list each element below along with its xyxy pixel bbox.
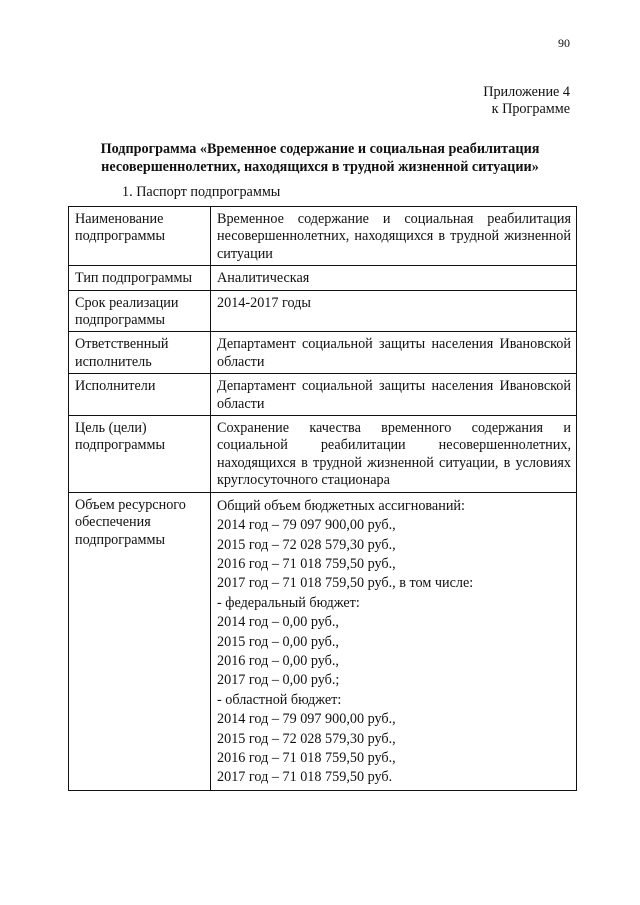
table-row [69,332,577,374]
funding-line: - областной бюджет: [217,691,342,708]
funding-line: 2014 год – 79 097 900,00 руб., [217,711,396,728]
table-row [69,374,577,416]
funding-line: 2017 год – 71 018 759,50 руб., в том числе: [217,575,474,592]
appendix-reference [483,84,570,118]
funding-line: 2017 год – 71 018 759,50 руб. [217,769,393,786]
row-value-type: Аналитическая [211,266,577,290]
funding-line: 2016 год – 71 018 759,50 руб., [217,555,396,572]
table-row [69,416,577,493]
funding-line: 2015 год – 72 028 579,30 руб., [217,730,396,747]
funding-line: 2015 год – 0,00 руб., [217,633,339,650]
page-number: 90 [558,36,570,50]
appendix-line-1: Приложение 4 [483,84,570,100]
funding-line: 2017 год – 0,00 руб.; [217,672,340,689]
appendix-line-2: к Программе [491,101,570,117]
funding-line: 2016 год – 0,00 руб., [217,652,339,669]
row-label-goal: Цель (цели) подпрограммы [69,416,211,493]
row-value-executors: Департамент социальной защиты населения Ивановской области [211,374,577,416]
funding-line: 2015 год – 72 028 579,30 руб., [217,536,396,553]
row-label-responsible: Ответственный исполнитель [69,332,211,374]
subprogram-title: Подпрограмма «Временное содержание и социальная реабилитация несовершеннолетних, находящихся в трудной жизненной ситуации» [100,141,540,175]
row-value-name: Временное содержание и социальная реабилитация несовершеннолетних, находящихся в трудной жизненной ситуации [211,207,577,266]
funding-line: 2014 год – 79 097 900,00 руб., [217,517,396,534]
row-label-type: Тип подпрограммы [69,266,211,290]
section-heading: 1. Паспорт подпрограммы [122,184,281,200]
table-row [69,492,577,790]
row-label-funding: Объем ресурсного обеспечения подпрограммы [69,492,211,790]
table-row [69,290,577,332]
funding-line: Общий объем бюджетных ассигнований: [217,497,465,514]
row-label-period: Срок реализации подпрограммы [69,290,211,332]
funding-line: 2014 год – 0,00 руб., [217,614,339,631]
table-row [69,207,577,266]
row-value-responsible: Департамент социальной защиты населения Ивановской области [211,332,577,374]
row-label-name: Наименование подпрограммы [69,207,211,266]
funding-line: 2016 год – 71 018 759,50 руб., [217,749,396,766]
row-value-goal: Сохранение качества временного содержания и социальной реабилитации несовершеннолетних, находящихся в трудной жизненной ситуации, в условиях круглосуточного стационара [211,416,577,493]
table-row [69,266,577,290]
funding-line: - федеральный бюджет: [217,594,360,611]
row-label-executors: Исполнители [69,374,211,416]
row-value-funding [211,492,577,790]
row-value-period: 2014-2017 годы [211,290,577,332]
passport-table [68,206,577,791]
